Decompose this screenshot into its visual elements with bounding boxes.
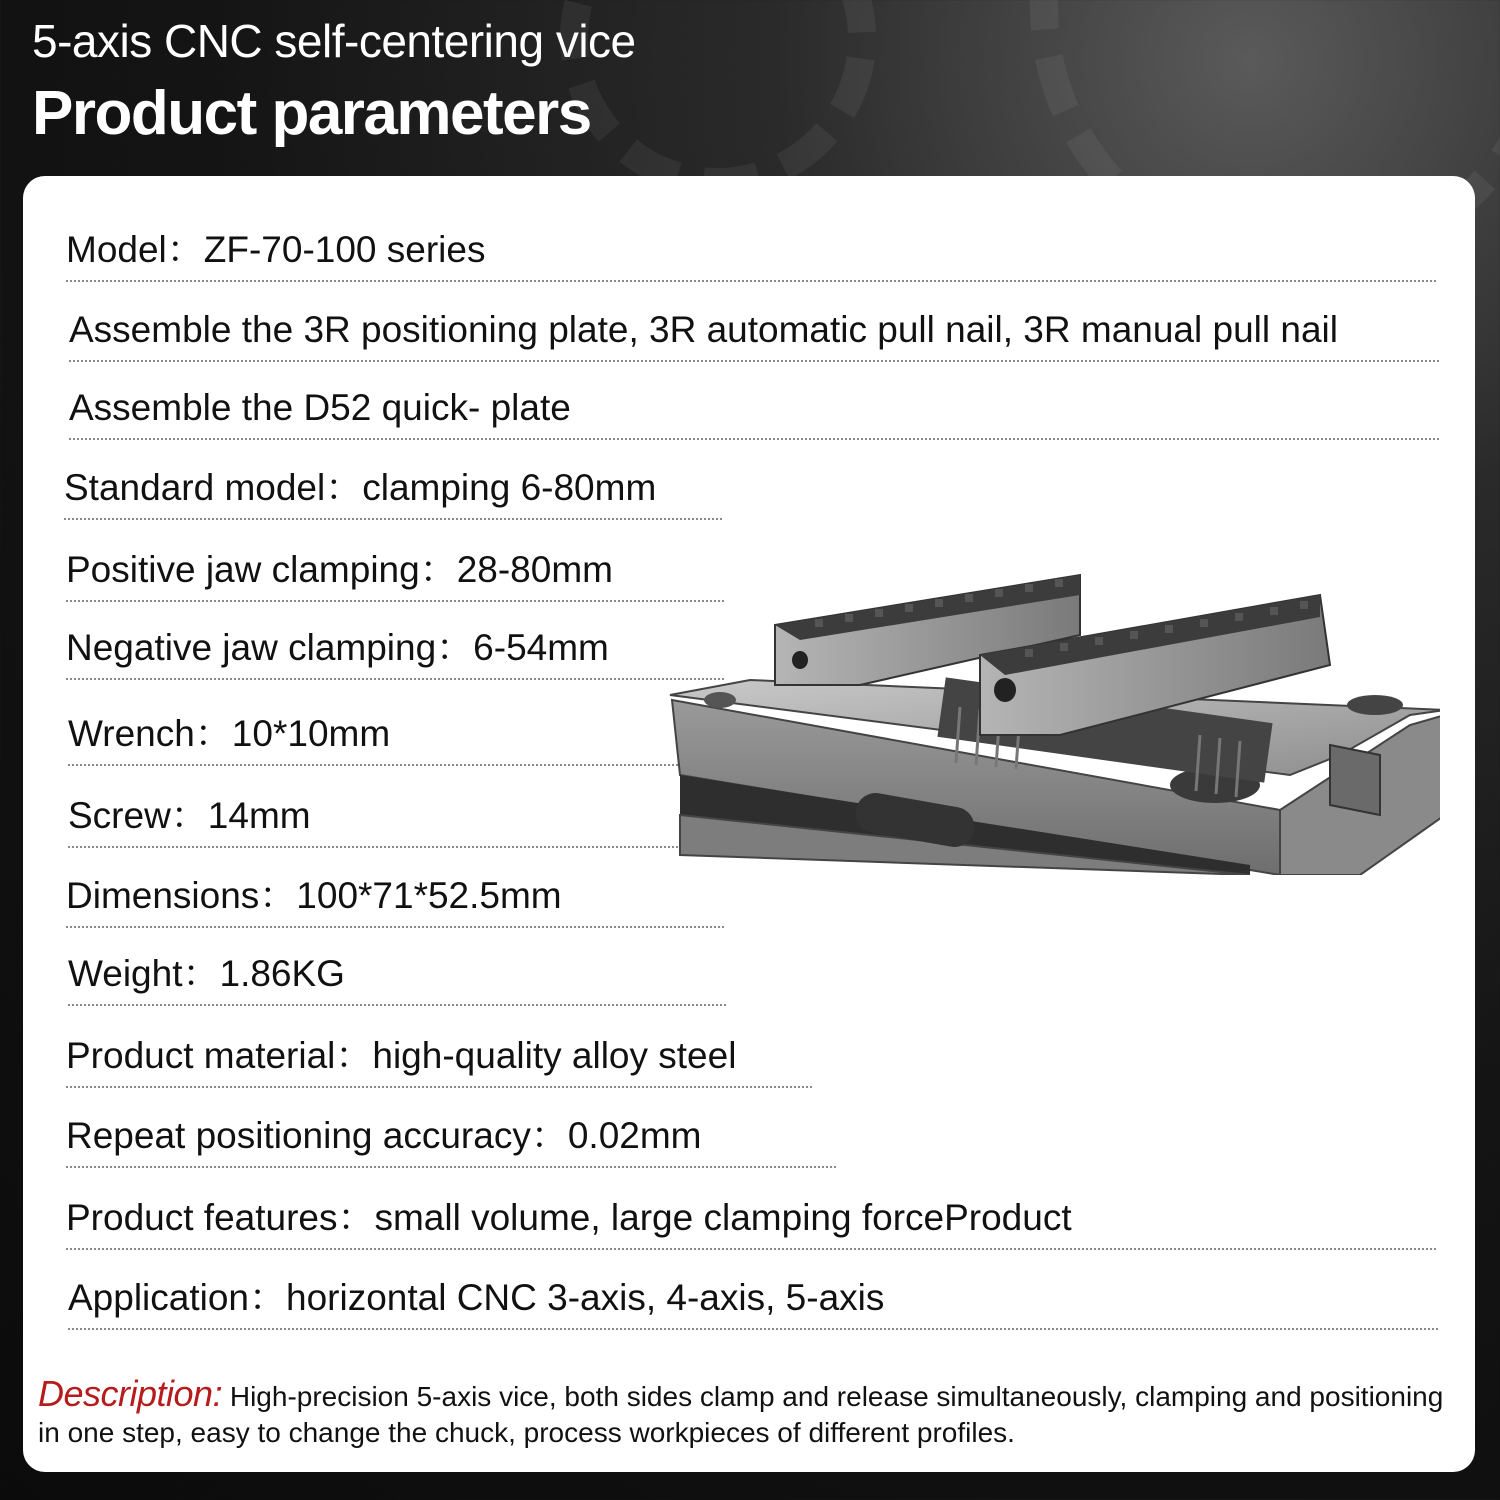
param-row-application: Application：horizontal CNC 3-axis, 4-axis, 5-axis: [68, 1276, 1438, 1330]
description: [38, 1373, 1458, 1451]
param-row-screw: Screw：14mm: [68, 794, 726, 848]
cnc-vice-icon: [640, 395, 1440, 875]
description-text: High-precision 5-axis vice, both sides clamp and release simultaneously, clamping and positioning in one step, easy to change the chuck, process workpieces of different profiles.: [38, 1381, 1444, 1448]
header-title: Product parameters: [32, 79, 591, 148]
param-row-positive-jaw: Positive jaw clamping：28-80mm: [66, 548, 724, 602]
param-row-accuracy: Repeat positioning accuracy：0.02mm: [66, 1114, 836, 1168]
param-row-3r-assembly: Assemble the 3R positioning plate, 3R automatic pull nail, 3R manual pull nail: [69, 308, 1439, 362]
param-row-model: Model：ZF-70-100 series: [66, 228, 1436, 282]
param-row-features: Product features：small volume, large clamping forceProduct: [66, 1196, 1436, 1250]
header-subtitle: 5-axis CNC self-centering vice: [32, 15, 636, 67]
param-row-wrench: Wrench：10*10mm: [68, 712, 726, 766]
param-row-standard-model: Standard model：clamping 6-80mm: [64, 466, 722, 520]
param-row-dimensions: Dimensions：100*71*52.5mm: [66, 874, 724, 928]
description-label: Description:: [38, 1373, 223, 1414]
param-row-d52-assembly: Assemble the D52 quick- plate: [69, 386, 1439, 440]
param-row-weight: Weight：1.86KG: [68, 952, 726, 1006]
param-row-negative-jaw: Negative jaw clamping：6-54mm: [66, 626, 724, 680]
param-row-material: Product material：high-quality alloy steel: [66, 1034, 812, 1088]
